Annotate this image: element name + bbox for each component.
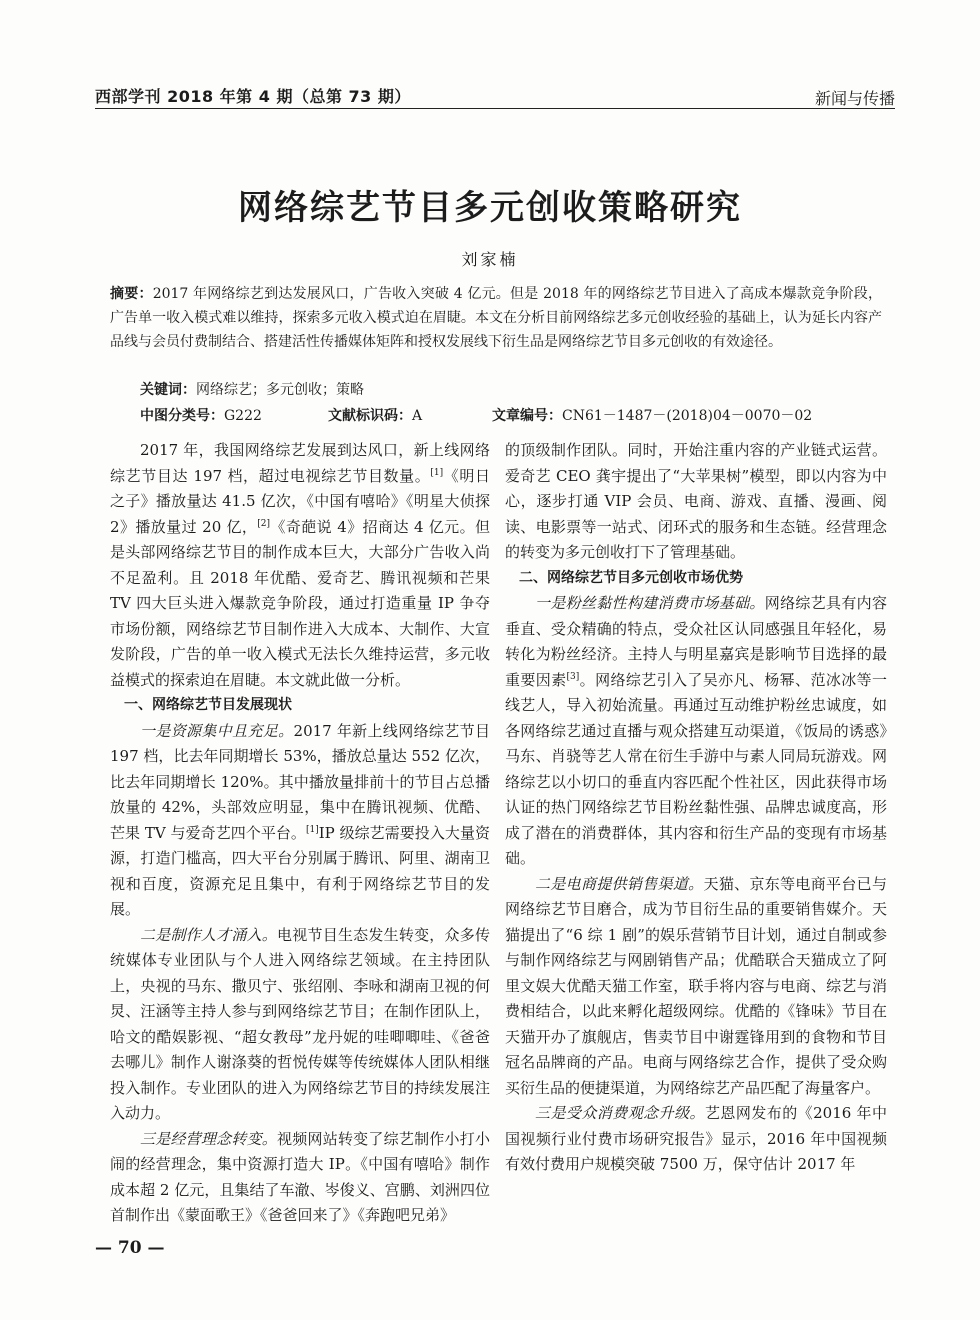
text-run: 天猫、京东等电商平台已与网络综艺节目磨合，成为节目衍生品的重要销售媒介。天猫提出了“6 综 1 剧”的娱乐营销节目计划，通过自制或参与制作网络综艺与网剧销售产品；优酷联合天猫成立了阿里文娱大优酷天猫工作室，联手将内容与电商、综艺与消费相结合，以此来孵化超级网综。优酷的《锋味》节目在天猫开办了旗舰店，售卖节目中谢霆锋用到的食物和节目冠名品牌商的产品。电商与网络综艺合作，提供了受众购买衍生品的便捷渠道，为网络综艺产品匹配了海量客户。 xyxy=(505,874,887,1097)
section-name: 新闻与传播 xyxy=(814,89,895,108)
text-run: 2017 年新上线网络综艺节目 197 档，比去年同期增长 53%，播放总量达 552 亿次，比去年同期增长 120%。其中播放量排前十的节目占总播放量的 42%，头部效应明显，集中在腾讯视频、优酷、芒果 TV 与爱奇艺四个平台。 xyxy=(110,721,490,842)
left-column xyxy=(110,438,490,1229)
section-heading: 二、网络综艺节目多元创收市场优势 xyxy=(519,569,743,586)
citation-ref: [3] xyxy=(566,671,580,682)
classification-label: 中图分类号： xyxy=(140,408,224,424)
article-number xyxy=(492,405,812,425)
abstract-text: 2017 年网络综艺到达发展风口，广告收入突破 4 亿元。但是 2018 年的网络综艺节目进入了高成本爆款竞争阶段，广告单一收入模式难以维持，探索多元收入模式迫在眉睫。本文在分析目前网络综艺多元创收经验的基础上，认为延长内容产品线与会员付费制结合、搭建活性传播媒体矩阵和授权发展线下衍生品是网络综艺节目多元创收的有效途径。 xyxy=(110,286,882,350)
doc-code-label: 文献标识码： xyxy=(328,408,412,424)
keywords xyxy=(140,379,364,399)
abstract xyxy=(110,282,882,354)
paragraph xyxy=(110,1127,490,1229)
lead-phrase: 三是受众消费观念升级。 xyxy=(535,1104,705,1122)
text-run: 艺恩网发布的《2016 年中国视频行业付费市场研究报告》显示，2016 年中国视频有效付费用户规模突破 7500 万，保守估计 2017 年 xyxy=(505,1104,887,1173)
journal-issue: 西部学刊 2018 年第 4 期（总第 73 期） xyxy=(95,87,411,106)
lead-phrase: 一是资源集中且充足。 xyxy=(140,721,294,740)
text-run: 《奇葩说 4》招商达 4 亿元。但是头部网络综艺节目的制作成本巨大，大部分广告收入尚不足盈利。且 2018 年优酷、爱奇艺、腾讯视频和芒果 TV 四大巨头进入爆款竞争阶段，通过打造重量 IP 争夺市场份额，网络综艺节目制作进入大成本、大制作、大宣发阶段，广告的单一收入模式无法长久维持运营，多元收益模式的探索迫在眉睫。本文就此做一分析。 xyxy=(110,517,490,689)
article-title: 网络综艺节目多元创收策略研究 xyxy=(238,188,742,228)
author-name: 刘家楠 xyxy=(461,250,519,269)
keywords-label: 关键词： xyxy=(140,382,196,398)
citation-ref: [1] xyxy=(430,467,444,478)
page-number: — 70 — xyxy=(95,1238,165,1258)
running-header xyxy=(95,84,895,114)
lead-phrase: 二是电商提供销售渠道。 xyxy=(535,874,704,893)
paragraph xyxy=(505,1101,887,1178)
lead-phrase: 三是经营理念转变。 xyxy=(140,1129,278,1148)
text-run: 电视节目生态发生转变，众多传统媒体专业团队与个人进入网络综艺领域。在主持团队上，央视的马东、撒贝宁、张绍刚、李咏和湖南卫视的何炅、汪涵等主持人参与到网络综艺节目；在制作团队上，哈文的酷娱影视、“超女教母”龙丹妮的哇唧唧哇、《爸爸去哪儿》制作人谢涤葵的哲悦传媒等传统媒体人团队相继投入制作。专业团队的进入为网络综艺节目的持续发展注入动力。 xyxy=(110,925,490,1122)
text-run: 。网络综艺引入了吴亦凡、杨幂、范冰冰等一线艺人，导入初始流量。再通过互动维护粉丝忠诚度，如各网络综艺通过直播与观众搭建互动渠道，《饭局的诱惑》马东、肖骁等艺人常在衍生手游中与素人同局玩游戏。网络综艺以小切口的垂直内容匹配个性社区，因此获得市场认证的热门网络综艺节目粉丝黏性强、品牌忠诚度高，形成了潜在的消费群体，其内容和衍生产品的变现有市场基础。 xyxy=(505,670,887,867)
header-rule xyxy=(95,108,895,109)
classification-value: G222 xyxy=(224,408,262,424)
paragraph: 的顶级制作团队。同时，开始注重内容的产业链式运营。爱奇艺 CEO 龚宇提出了“大苹果树”模型，即以内容为中心，逐步打通 VIP 会员、电商、游戏、直播、漫画、阅读、电影票等一站式、闭环式的服务和生态链。经营理念的转变为多元创收打下了管理基础。 xyxy=(505,441,887,561)
text-run: 视频网站转变了综艺制作小打小闹的经营理念，集中资源打造大 IP。《中国有嘻哈》制作成本超 2 亿元，且集结了车澈、岑俊义、宫鹏、刘洲四位首制作出《蒙面歌王》《爸爸回来了》《奔跑吧兄弟》 xyxy=(110,1129,490,1224)
paragraph xyxy=(505,591,887,872)
citation-ref: [2] xyxy=(257,518,271,529)
document-code xyxy=(328,405,422,425)
keywords-text: 网络综艺；多元创收；策略 xyxy=(196,382,364,398)
article-number-value: CN61－1487－(2018)04－0070－02 xyxy=(562,408,813,424)
classification-number xyxy=(140,405,262,425)
lead-phrase: 一是粉丝黏性构建消费市场基础。 xyxy=(535,594,765,612)
paragraph xyxy=(110,438,490,693)
doc-code-value: A xyxy=(412,408,423,424)
text-run: 网络综艺具有内容垂直、受众精确的特点，受众社区认同感强且年轻化，易转化为粉丝经济。主持人与明星嘉宾是影响节目选择的最重要因素 xyxy=(505,594,887,689)
abstract-label: 摘要： xyxy=(110,286,153,302)
paragraph xyxy=(110,719,490,923)
text-run: IP 级综艺需要投入大量资源，打造门槛高，四大平台分别属于腾讯、阿里、湖南卫视和百度，资源充足且集中，有利于网络综艺节目的发展。 xyxy=(110,823,490,918)
text-run: 《明日之子》播放量达 41.5 亿次，《中国有嘻哈》《明星大侦探 2》播放量过 20 亿， xyxy=(110,466,490,536)
article-number-label: 文章编号： xyxy=(492,408,562,424)
lead-phrase: 二是制作人才涌入。 xyxy=(140,925,278,944)
section-heading: 一、网络综艺节目发展现状 xyxy=(124,697,292,713)
right-column xyxy=(505,438,887,1178)
text-run: 2017 年，我国网络综艺发展到达风口，新上线网络综艺节目达 197 档，超过电视综艺节目数量。 xyxy=(110,441,490,485)
citation-ref: [1] xyxy=(305,824,319,835)
paragraph xyxy=(110,923,490,1127)
paragraph xyxy=(505,872,887,1102)
